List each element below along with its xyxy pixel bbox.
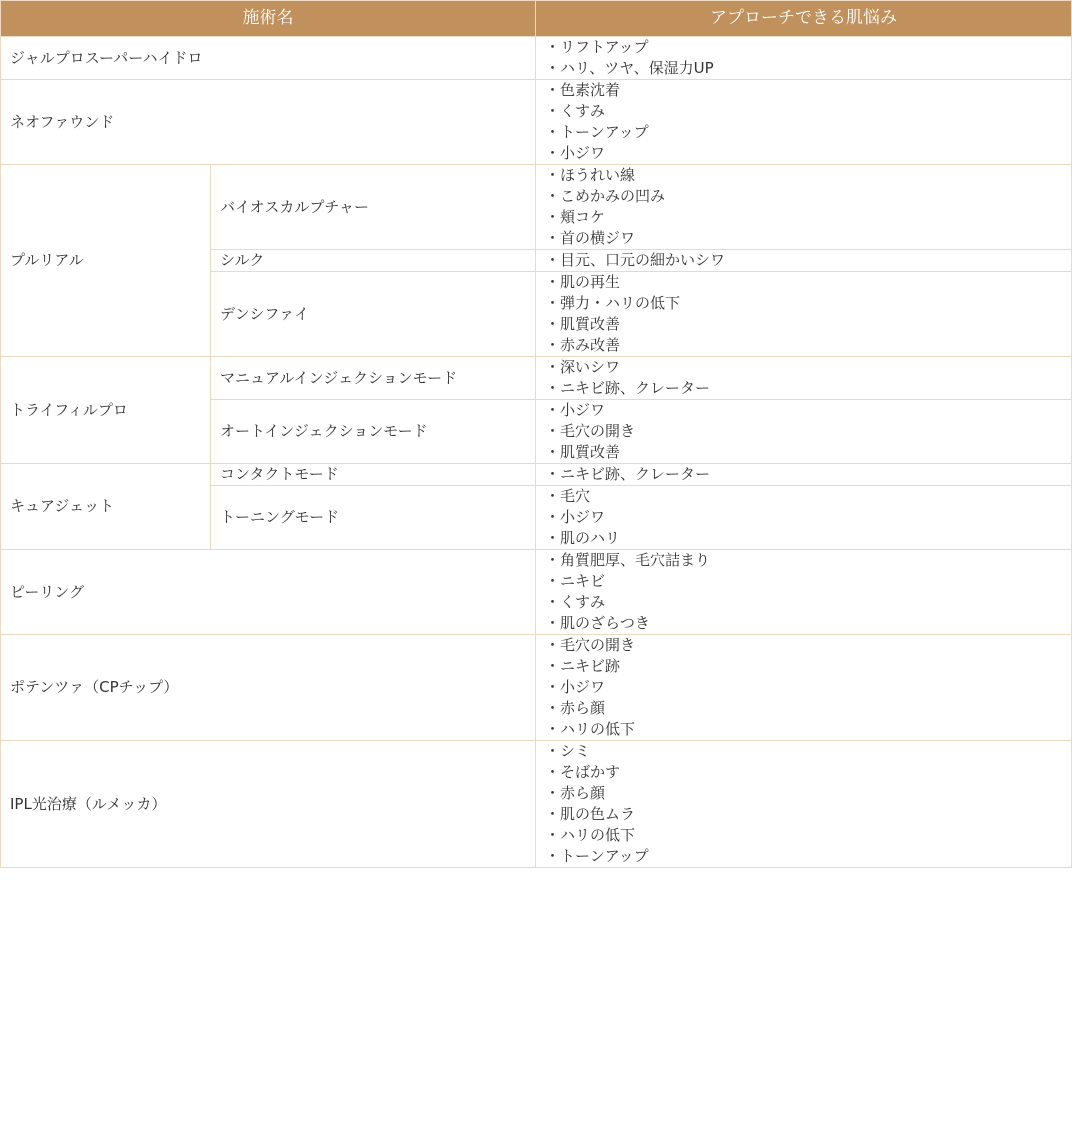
table-row [1,165,1072,250]
concern-item: ・ 小ジワ [545,400,1062,421]
concern-list [536,80,1072,165]
treatment-name: ピーリング [1,550,536,635]
concern-item: ・ 毛穴の開き [545,421,1062,442]
concern-list [536,550,1072,635]
concern-list [536,37,1072,80]
concern-item: ・ 弾力・ハリの低下 [545,293,1062,314]
table-row [1,37,1072,80]
treatment-name: ジャルプロスーパーハイドロ [1,37,536,80]
concern-item: ・ 肌の色ムラ [545,804,1062,825]
concern-item: ・ くすみ [545,592,1062,613]
table-row [1,550,1072,635]
table-header-row [1,1,1072,37]
header-skin-concerns: アプローチできる肌悩み [536,1,1072,37]
concern-list [536,250,1072,272]
concern-item: ・ 肌のざらつき [545,613,1062,634]
concern-item: ・ リフトアップ [545,37,1062,58]
treatment-mode: トーニングモード [211,486,536,550]
concern-item: ・ くすみ [545,101,1062,122]
concern-list [536,635,1072,741]
header-treatment-name: 施術名 [1,1,536,37]
concern-item: ・ そばかす [545,762,1062,783]
concern-item: ・ ハリ、ツヤ、保湿力UP [545,58,1062,79]
treatment-name: ネオファウンド [1,80,536,165]
concern-item: ・ 肌質改善 [545,442,1062,463]
treatment-name: プルリアル [1,165,211,357]
concern-item: ・ トーンアップ [545,122,1062,143]
concern-item: ・ 目元、口元の細かいシワ [545,250,1062,271]
concern-item: ・ 肌質改善 [545,314,1062,335]
concern-list [536,165,1072,250]
concern-item: ・ 色素沈着 [545,80,1062,101]
concern-item: ・ 小ジワ [545,677,1062,698]
concern-item: ・ ニキビ跡 [545,656,1062,677]
concern-list [536,741,1072,868]
treatment-name: IPL光治療（ルメッカ） [1,741,536,868]
concern-item: ・ 深いシワ [545,357,1062,378]
concern-item: ・ こめかみの凹み [545,186,1062,207]
concern-item: ・ 肌の再生 [545,272,1062,293]
concern-item: ・ 赤ら顔 [545,698,1062,719]
treatment-mode: シルク [211,250,536,272]
concern-item: ・ 小ジワ [545,507,1062,528]
table-row [1,464,1072,486]
concern-item: ・ 小ジワ [545,143,1062,164]
treatment-mode: デンシファイ [211,272,536,357]
concern-item: ・ 赤み改善 [545,335,1062,356]
concern-list [536,357,1072,400]
concern-item: ・ ハリの低下 [545,719,1062,740]
concern-item: ・ シミ [545,741,1062,762]
concern-item: ・ ニキビ [545,571,1062,592]
concern-item: ・ 肌のハリ [545,528,1062,549]
treatment-mode: オートインジェクションモード [211,400,536,464]
table-row [1,741,1072,868]
concern-item: ・ ハリの低下 [545,825,1062,846]
table-row [1,80,1072,165]
concern-item: ・ ほうれい線 [545,165,1062,186]
table-row [1,357,1072,400]
concern-item: ・ ニキビ跡、クレーター [545,464,1062,485]
treatment-mode: バイオスカルプチャー [211,165,536,250]
concern-item: ・ 毛穴の開き [545,635,1062,656]
concern-list [536,464,1072,486]
concern-item: ・ 首の横ジワ [545,228,1062,249]
concern-item: ・ 頬コケ [545,207,1062,228]
concern-list [536,400,1072,464]
concern-item: ・ ニキビ跡、クレーター [545,378,1062,399]
concern-item: ・ 角質肥厚、毛穴詰まり [545,550,1062,571]
treatment-mode: コンタクトモード [211,464,536,486]
treatment-name: トライフィルプロ [1,357,211,464]
concern-list [536,486,1072,550]
treatment-mode: マニュアルインジェクションモード [211,357,536,400]
concern-item: ・ 毛穴 [545,486,1062,507]
concern-item: ・ トーンアップ [545,846,1062,867]
treatment-name: ポテンツァ（CPチップ） [1,635,536,741]
treatment-name: キュアジェット [1,464,211,550]
concern-list [536,272,1072,357]
concern-item: ・ 赤ら顔 [545,783,1062,804]
table-row [1,635,1072,741]
